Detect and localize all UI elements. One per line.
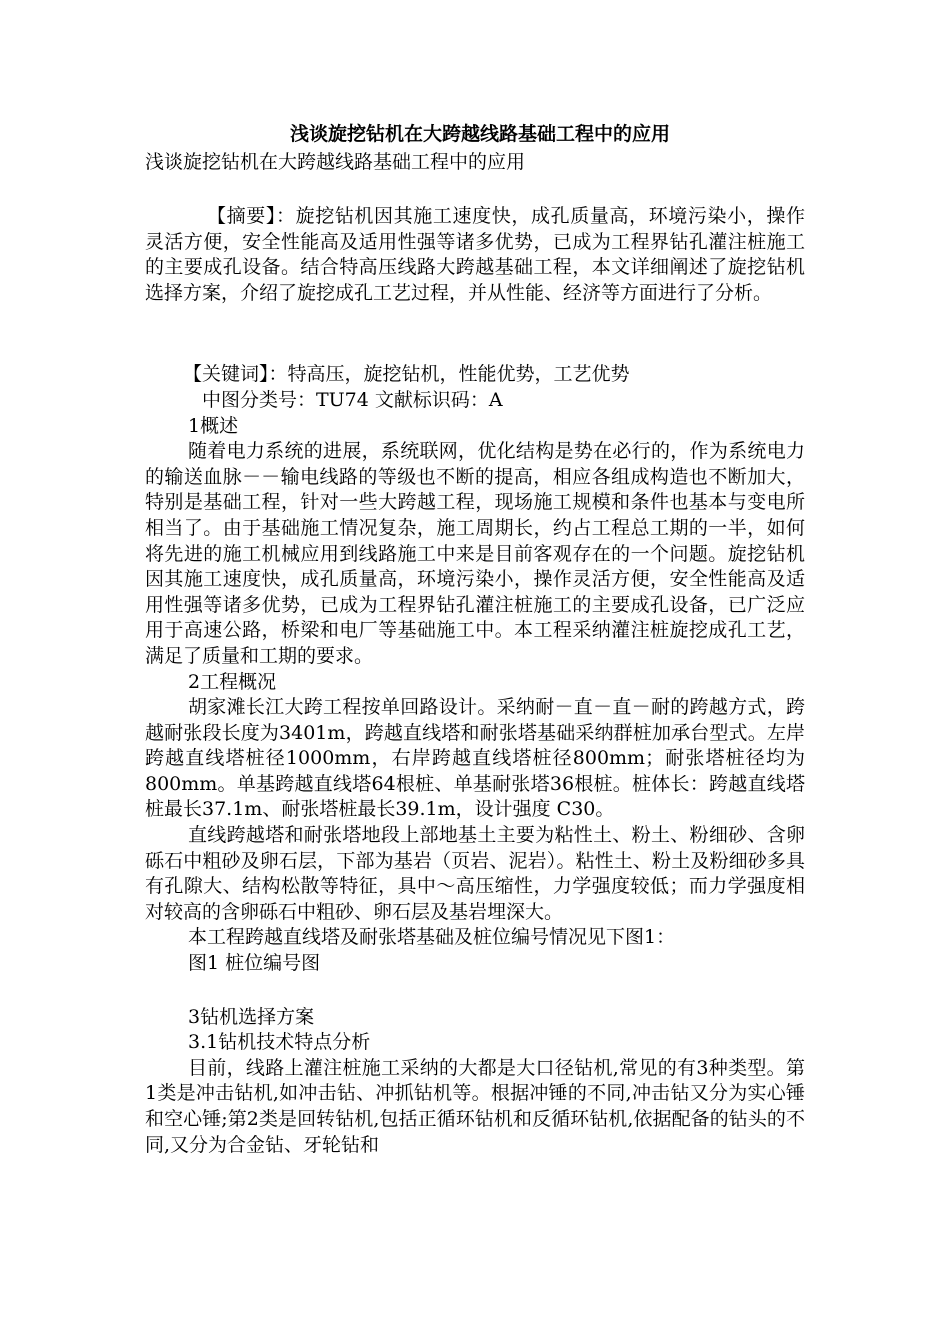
document-subtitle: 浅谈旋挖钻机在大跨越线路基础工程中的应用 (145, 151, 526, 173)
section-heading-drill-selection: 3钻机选择方案 (188, 1005, 315, 1028)
blank-line (145, 977, 805, 1005)
blank-line (145, 334, 805, 362)
project-paragraph-3: 本工程跨越直线塔及耐张塔基础及桩位编号情况见下图1： (188, 926, 676, 949)
blank-line (145, 176, 805, 204)
project-paragraph-1: 胡家滩长江大跨工程按单回路设计。采纳耐－直－直－耐的跨越方式，跨越耐张段长度为3401m，跨越直线塔和耐张塔基础采纳群桩加承台型式。左岸跨越直线塔桩径1000mm，右岸跨越直线塔桩径800mm；耐张塔桩径均为800mm。单基跨越直线塔64根桩、单基耐张塔36根桩。桩体长：跨越直线塔桩最长37.1m、耐张塔桩最长39.1m，设计强度 C30。 (145, 696, 805, 821)
document-page (145, 120, 805, 1158)
classification-line: 中图分类号：TU74 文献标识码：A (202, 388, 503, 411)
keywords-line: 【关键词】：特高压，旋挖钻机，性能优势，工艺优势 (183, 363, 630, 386)
section-heading-project: 2工程概况 (188, 670, 277, 693)
overview-paragraph: 随着电力系统的进展，系统联网，优化结构是势在必行的，作为系统电力的输送血脉－－输电线路的等级也不断的提高，相应各组成构造也不断加大，特别是基础工程，针对一些大跨越工程，现场施工规模和条件也基本与变电所相当了。由于基础施工情况复杂，施工周期长，约占工程总工期的一半，如何将先进的施工机械应用到线路施工中来是目前客观存在的一个问题。旋挖钻机因其施工速度快，成孔质量高，环境污染小，操作灵活方便，安全性能高及适用性强等诸多优势，已成为工程界钻孔灌注桩施工的主要成孔设备，已广泛应用于高速公路，桥梁和电厂等基础施工中。本工程采纳灌注桩旋挖成孔工艺，满足了质量和工期的要求。 (145, 440, 805, 667)
figure-caption: 图1 桩位编号图 (188, 952, 321, 975)
project-paragraph-2: 直线跨越塔和耐张塔地段上部地基土主要为粘性土、粉土、粉细砂、含卵砾石中粗砂及卵石层，下部为基岩（页岩、泥岩）。粘性土、粉土及粉细砂多具有孔隙大、结构松散等特征，具中～高压缩性，力学强度较低；而力学强度相对较高的含卵砾石中粗砂、卵石层及基岩埋深大。 (145, 824, 805, 923)
document-title: 浅谈旋挖钻机在大跨越线路基础工程中的应用 (289, 123, 670, 145)
section-heading-overview: 1概述 (188, 414, 239, 437)
drill-paragraph-1: 目前，线路上灌注桩施工采纳的大都是大口径钻机,常见的有3种类型。第1类是冲击钻机,如冲击钻、冲抓钻机等。根据冲锤的不同,冲击钻又分为实心锤和空心锤;第2类是回转钻机,包括正循环钻机和反循环钻机,依据配备的钻头的不同,又分为合金钻、牙轮钻和 (145, 1056, 805, 1156)
abstract-paragraph: 【摘要】：旋挖钻机因其施工速度快，成孔质量高，环境污染小，操作灵活方便，安全性能高及适用性强等诸多优势，已成为工程界钻孔灌注桩施工的主要成孔设备。结合特高压线路大跨越基础工程，本文详细阐述了旋挖钻机选择方案，介绍了旋挖成孔工艺过程，并从性能、经济等方面进行了分析。 (145, 205, 805, 304)
blank-line (145, 306, 805, 334)
subsection-heading-drill-features: 3.1钻机技术特点分析 (188, 1031, 371, 1054)
